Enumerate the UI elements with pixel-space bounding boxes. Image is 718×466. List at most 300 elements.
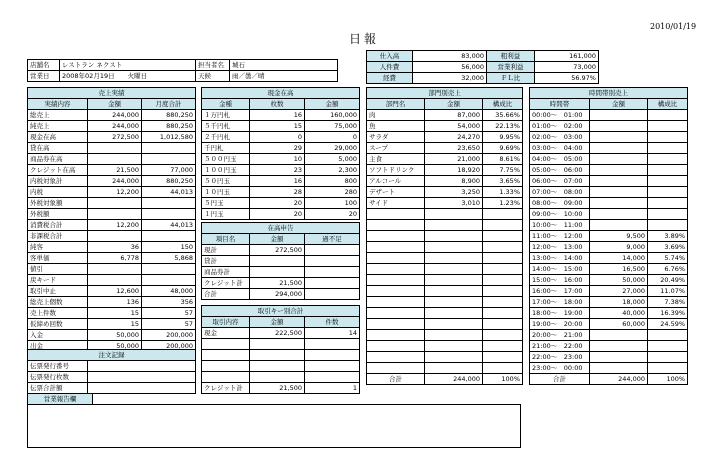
sales-cell: 44,013 — [142, 187, 196, 198]
cash-col-header: 枚数 — [250, 99, 305, 110]
summary-row — [367, 73, 599, 84]
report-date: 2010/01/19 — [650, 22, 697, 31]
cash-cell: 16 — [250, 176, 305, 187]
dept-cell: 魚 — [367, 121, 425, 132]
weather: 雨／曇／晴 — [230, 71, 338, 82]
hourly-cell: 20:00〜 21:00 — [530, 330, 590, 341]
hourly-cell: 27,000 — [590, 286, 648, 297]
hourly-total-pct: 100% — [648, 374, 688, 385]
sales-cell: 15 — [88, 308, 142, 319]
hourly-cell — [648, 209, 688, 220]
hourly-row — [530, 231, 688, 242]
sales-cell: 1,012,580 — [142, 132, 196, 143]
hourly-cell: 40,000 — [590, 308, 648, 319]
dept-cell — [483, 286, 523, 297]
dept-cell: 3,010 — [425, 198, 483, 209]
sales-row — [28, 231, 196, 242]
report-body[interactable] — [28, 405, 521, 448]
cash-cell: １円玉 — [202, 209, 250, 220]
hourly-cell: 9,500 — [590, 231, 648, 242]
hourly-cell — [590, 352, 648, 363]
cash-row — [202, 110, 360, 121]
hourly-cell — [590, 341, 648, 352]
dept-cell — [425, 308, 483, 319]
keys-col-header: 金額 — [250, 317, 305, 328]
dept-cell — [483, 352, 523, 363]
hourly-total-row — [530, 374, 688, 385]
sales-cell: 入金 — [28, 330, 88, 341]
cash-cell: 0 — [250, 132, 305, 143]
cash-cell: 100 — [305, 198, 360, 209]
sales-row — [28, 198, 196, 209]
sales-row — [28, 297, 196, 308]
cash-cell: １０円玉 — [202, 187, 250, 198]
hourly-cell: 3.69% — [648, 242, 688, 253]
hourly-cell: 11:00〜 12:00 — [530, 231, 590, 242]
dept-cell: サイド — [367, 198, 425, 209]
sales-cell — [88, 209, 142, 220]
dept-row — [367, 341, 523, 352]
sales-cell: 12,600 — [88, 286, 142, 297]
sales-cell: 272,500 — [88, 132, 142, 143]
dept-cell — [367, 352, 425, 363]
cash-table — [201, 87, 360, 220]
dept-cell — [367, 297, 425, 308]
hourly-cell — [590, 330, 648, 341]
sales-cell — [88, 143, 142, 154]
hourly-cell: 5.74% — [648, 253, 688, 264]
keys-cell — [305, 361, 360, 372]
dept-row — [367, 286, 523, 297]
dept-cell — [483, 308, 523, 319]
hourly-cell — [648, 363, 688, 374]
cash-title: 現金在高 — [202, 88, 360, 99]
dept-row — [367, 231, 523, 242]
dept-row — [367, 121, 523, 132]
hourly-cell — [590, 187, 648, 198]
hourly-table — [529, 87, 688, 385]
dept-cell — [483, 242, 523, 253]
dept-cell: 8.61% — [483, 154, 523, 165]
declare-row — [202, 256, 360, 267]
hourly-row — [530, 165, 688, 176]
hourly-row — [530, 209, 688, 220]
day-label: 営業日 — [28, 71, 60, 82]
keys-cell — [305, 339, 360, 350]
declare-cell — [305, 256, 360, 267]
hourly-cell: 50,000 — [590, 275, 648, 286]
dept-cell: 54,000 — [425, 121, 483, 132]
cash-cell: 75,000 — [305, 121, 360, 132]
cash-cell: 280 — [305, 187, 360, 198]
dept-cell — [367, 308, 425, 319]
dept-cell — [367, 275, 425, 286]
dept-row — [367, 264, 523, 275]
dept-cell: デザート — [367, 187, 425, 198]
declare-cell: 合計 — [202, 289, 250, 300]
store-label: 店舗名 — [28, 60, 60, 71]
hourly-cell: 13:00〜 14:00 — [530, 253, 590, 264]
dept-cell — [425, 319, 483, 330]
orders-cell: 伝票発行番号 — [28, 361, 88, 372]
hourly-cell: 02:00〜 03:00 — [530, 132, 590, 143]
hourly-cell: 6.76% — [648, 264, 688, 275]
sales-cell: 44,013 — [142, 220, 196, 231]
hourly-cell: 15:00〜 16:00 — [530, 275, 590, 286]
sales-cell: 48,000 — [142, 286, 196, 297]
cash-cell: 千円札 — [202, 143, 250, 154]
hourly-cell — [648, 341, 688, 352]
hourly-cell: 22:00〜 23:00 — [530, 352, 590, 363]
hourly-cell — [648, 110, 688, 121]
dept-title: 部門別売上 — [367, 88, 523, 99]
hourly-cell — [648, 154, 688, 165]
dept-cell — [425, 231, 483, 242]
sales-cell: 880,250 — [142, 121, 196, 132]
sales-col-header: 月度合計 — [142, 99, 196, 110]
keys-cell — [305, 350, 360, 361]
dept-cell: 7.75% — [483, 165, 523, 176]
sales-cell — [142, 143, 196, 154]
sales-cell: 貸在高 — [28, 143, 88, 154]
cash-cell: 23 — [250, 165, 305, 176]
hourly-row — [530, 341, 688, 352]
hourly-col-header: 時間帯 — [530, 99, 590, 110]
keys-row — [202, 383, 360, 394]
hourly-cell: 11.07% — [648, 286, 688, 297]
summary-value: 73,000 — [535, 62, 599, 73]
keys-cell — [202, 339, 250, 350]
sales-cell: 200,000 — [142, 330, 196, 341]
sales-cell: 77,000 — [142, 165, 196, 176]
hourly-cell — [648, 165, 688, 176]
hourly-cell: 07:00〜 08:00 — [530, 187, 590, 198]
dept-cell — [425, 341, 483, 352]
declare-cell — [250, 267, 305, 278]
sales-cell — [142, 275, 196, 286]
hourly-cell: 24.59% — [648, 319, 688, 330]
dept-row — [367, 330, 523, 341]
sales-cell: 200,000 — [142, 341, 196, 352]
dept-cell: アルコール — [367, 176, 425, 187]
declare-title: 在高申告 — [202, 223, 360, 234]
sales-cell: 36 — [88, 242, 142, 253]
sales-cell — [88, 198, 142, 209]
hourly-cell: 10:00〜 11:00 — [530, 220, 590, 231]
dept-cell — [425, 363, 483, 374]
sales-cell: 売上件数 — [28, 308, 88, 319]
sales-row — [28, 330, 196, 341]
hourly-cell: 23:00〜 00:00 — [530, 363, 590, 374]
sales-cell: 880,250 — [142, 176, 196, 187]
sales-cell: 5,868 — [142, 253, 196, 264]
dept-cell — [425, 209, 483, 220]
hourly-cell: 14,000 — [590, 253, 648, 264]
staff-label: 担当者名 — [196, 60, 230, 71]
sales-cell: 12,200 — [88, 220, 142, 231]
summary-label: ＦＬ比 — [487, 73, 535, 84]
hourly-cell — [648, 143, 688, 154]
hourly-row — [530, 220, 688, 231]
dept-cell: 22.13% — [483, 121, 523, 132]
sales-cell: 商品券在高 — [28, 154, 88, 165]
declare-cell: 294,000 — [250, 289, 305, 300]
sales-row — [28, 132, 196, 143]
dept-cell: 肉 — [367, 110, 425, 121]
dept-total: 244,000 — [425, 374, 483, 385]
sales-row — [28, 121, 196, 132]
declare-cell: 貸計 — [202, 256, 250, 267]
sales-cell: 戻キード — [28, 275, 88, 286]
dept-cell — [367, 286, 425, 297]
hourly-cell — [590, 121, 648, 132]
dept-cell — [367, 363, 425, 374]
keys-cell — [202, 350, 250, 361]
hourly-cell — [648, 198, 688, 209]
hourly-cell — [590, 110, 648, 121]
header-info — [27, 59, 338, 82]
orders-cell: 伝票発行枚数 — [28, 372, 88, 383]
dept-row — [367, 209, 523, 220]
summary-label: 粗利益 — [487, 51, 535, 62]
keys-row — [202, 350, 360, 361]
business-day: 2008年02月19日 火曜日 — [60, 71, 196, 82]
orders-table — [27, 349, 196, 394]
dept-total-row — [367, 374, 523, 385]
keys-cell — [305, 372, 360, 383]
declare-cell — [305, 289, 360, 300]
hourly-row — [530, 363, 688, 374]
keys-cell — [202, 361, 250, 372]
hourly-cell: 01:00〜 02:00 — [530, 121, 590, 132]
cash-cell: 10 — [250, 154, 305, 165]
dept-cell: 1.33% — [483, 187, 523, 198]
report-table — [27, 393, 521, 448]
dept-cell — [425, 242, 483, 253]
hourly-cell: 20.49% — [648, 275, 688, 286]
sales-cell: 50,000 — [88, 341, 142, 352]
cash-cell: 160,000 — [305, 110, 360, 121]
staff-name: 城石 — [230, 60, 338, 71]
cash-cell: 800 — [305, 176, 360, 187]
summary-label: 人件費 — [367, 62, 413, 73]
dept-cell — [483, 319, 523, 330]
keys-title: 取引キー別合計 — [202, 306, 360, 317]
sales-cell: 12,200 — [88, 187, 142, 198]
dept-cell: 8,900 — [425, 176, 483, 187]
cash-row — [202, 187, 360, 198]
dept-row — [367, 198, 523, 209]
keys-cell — [250, 339, 305, 350]
dept-cell: 主食 — [367, 154, 425, 165]
dept-cell — [425, 264, 483, 275]
dept-cell: 9.95% — [483, 132, 523, 143]
dept-row — [367, 187, 523, 198]
hourly-row — [530, 330, 688, 341]
keys-cell — [250, 361, 305, 372]
sales-row — [28, 187, 196, 198]
keys-cell — [250, 350, 305, 361]
summary-value: 56.97% — [535, 73, 599, 84]
sales-cell: 244,000 — [88, 121, 142, 132]
summary-label: 仕入高 — [367, 51, 413, 62]
keys-cell: クレジット計 — [202, 383, 250, 394]
hourly-row — [530, 319, 688, 330]
dept-row — [367, 275, 523, 286]
hourly-cell: 18,000 — [590, 297, 648, 308]
summary-row — [367, 51, 599, 62]
sales-cell: 6,778 — [88, 253, 142, 264]
dept-row — [367, 176, 523, 187]
dept-cell — [367, 319, 425, 330]
orders-cell — [88, 361, 196, 372]
hourly-cell: 60,000 — [590, 319, 648, 330]
hourly-row — [530, 143, 688, 154]
dept-cell — [425, 352, 483, 363]
sales-row — [28, 286, 196, 297]
cash-col-header: 金額 — [305, 99, 360, 110]
dept-cell — [425, 297, 483, 308]
hourly-row — [530, 121, 688, 132]
dept-row — [367, 253, 523, 264]
sales-cell: 244,000 — [88, 110, 142, 121]
dept-cell — [367, 209, 425, 220]
sales-cell: 取引中止 — [28, 286, 88, 297]
sales-cell — [142, 231, 196, 242]
hourly-row — [530, 110, 688, 121]
hourly-cell — [590, 176, 648, 187]
sales-cell: 356 — [142, 297, 196, 308]
hourly-cell: 18:00〜 19:00 — [530, 308, 590, 319]
sales-table — [27, 87, 196, 352]
hourly-total-label: 合計 — [530, 374, 590, 385]
dept-cell — [483, 220, 523, 231]
cash-col-header: 金種 — [202, 99, 250, 110]
cash-cell: 29,000 — [305, 143, 360, 154]
store-name: レストラン ネクスト — [60, 60, 196, 71]
dept-row — [367, 143, 523, 154]
keys-cell: 現金 — [202, 328, 250, 339]
dept-row — [367, 220, 523, 231]
dept-cell: 3.65% — [483, 176, 523, 187]
sales-row — [28, 209, 196, 220]
sales-cell — [88, 275, 142, 286]
summary-label: 経費 — [367, 73, 413, 84]
declare-cell — [305, 278, 360, 289]
keys-cell: 21,500 — [250, 383, 305, 394]
cash-cell: 15 — [250, 121, 305, 132]
keys-cell: 14 — [305, 328, 360, 339]
sales-col-header: 金額 — [88, 99, 142, 110]
sales-cell — [142, 209, 196, 220]
dept-row — [367, 363, 523, 374]
sales-cell: 内税対象計 — [28, 176, 88, 187]
hourly-row — [530, 297, 688, 308]
dept-cell: サラダ — [367, 132, 425, 143]
dept-cell — [483, 253, 523, 264]
declare-cell: 272,500 — [250, 245, 305, 256]
summary-table — [366, 50, 599, 84]
dept-cell — [367, 231, 425, 242]
keys-row — [202, 372, 360, 383]
hourly-cell: 21:00〜 22:00 — [530, 341, 590, 352]
cash-cell: 5,000 — [305, 154, 360, 165]
hourly-cell — [648, 132, 688, 143]
sales-row — [28, 110, 196, 121]
sales-row — [28, 308, 196, 319]
cash-row — [202, 154, 360, 165]
cash-cell: 0 — [305, 132, 360, 143]
summary-label: 営業利益 — [487, 62, 535, 73]
dept-cell: ソフトドリンク — [367, 165, 425, 176]
sales-cell: 総売上 — [28, 110, 88, 121]
sales-cell — [142, 198, 196, 209]
cash-row — [202, 132, 360, 143]
hourly-cell: 04:00〜 05:00 — [530, 154, 590, 165]
cash-cell: １００円玉 — [202, 165, 250, 176]
dept-row — [367, 154, 523, 165]
declare-row — [202, 278, 360, 289]
dept-cell — [483, 275, 523, 286]
cash-cell: ５００円玉 — [202, 154, 250, 165]
cash-cell: 29 — [250, 143, 305, 154]
dept-cell: 87,000 — [425, 110, 483, 121]
hourly-total: 244,000 — [590, 374, 648, 385]
declare-cell — [305, 267, 360, 278]
hourly-row — [530, 352, 688, 363]
dept-total-pct: 100% — [483, 374, 523, 385]
declare-cell: 商品券計 — [202, 267, 250, 278]
dept-cell — [367, 341, 425, 352]
sales-cell: 880,250 — [142, 110, 196, 121]
sales-row — [28, 319, 196, 330]
dept-cell — [483, 330, 523, 341]
hourly-cell — [648, 352, 688, 363]
hourly-cell — [648, 220, 688, 231]
declare-col-header: 項目名 — [202, 234, 250, 245]
hourly-cell — [590, 154, 648, 165]
cash-row — [202, 176, 360, 187]
hourly-cell — [648, 187, 688, 198]
sales-cell: 仮締め回数 — [28, 319, 88, 330]
sales-row — [28, 275, 196, 286]
sales-row — [28, 253, 196, 264]
cash-row — [202, 165, 360, 176]
declare-cell — [250, 256, 305, 267]
sales-cell — [88, 154, 142, 165]
hourly-cell: 08:00〜 09:00 — [530, 198, 590, 209]
sales-cell: 50,000 — [88, 330, 142, 341]
hourly-cell — [590, 132, 648, 143]
sales-cell: 57 — [142, 308, 196, 319]
summary-value: 32,000 — [413, 73, 487, 84]
hourly-cell — [590, 198, 648, 209]
hourly-cell — [648, 121, 688, 132]
sales-cell: 客単価 — [28, 253, 88, 264]
dept-cell: 9.69% — [483, 143, 523, 154]
sales-cell: 21,500 — [88, 165, 142, 176]
sales-cell: 純客 — [28, 242, 88, 253]
cash-cell: 2,300 — [305, 165, 360, 176]
dept-cell: スープ — [367, 143, 425, 154]
keys-cell — [250, 372, 305, 383]
dept-table — [366, 87, 523, 385]
hourly-cell: 14:00〜 15:00 — [530, 264, 590, 275]
declare-table — [201, 222, 360, 300]
orders-title: 注文記録 — [28, 350, 196, 361]
cash-cell: 16 — [250, 110, 305, 121]
declare-cell: クレジット計 — [202, 278, 250, 289]
